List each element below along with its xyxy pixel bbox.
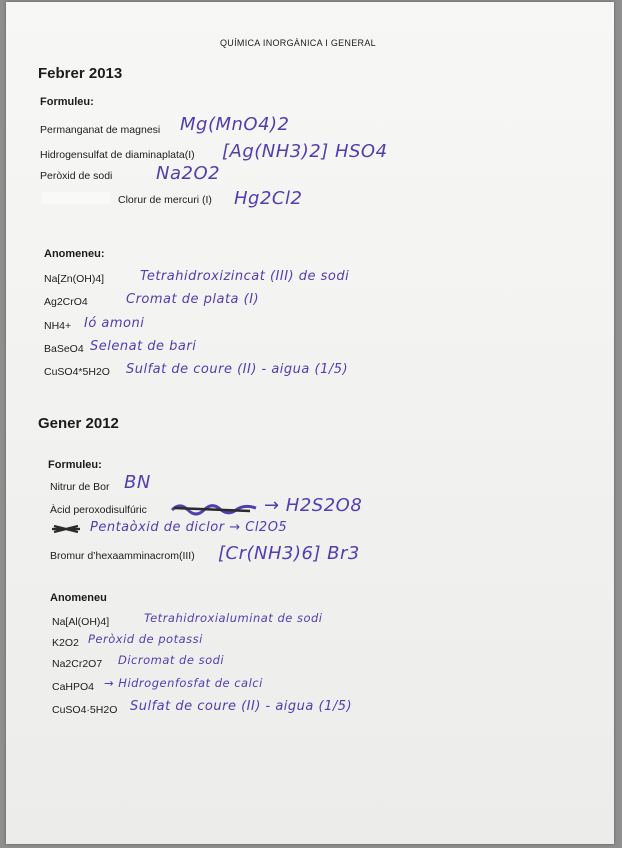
- formula-label: Peròxid de sodi: [40, 170, 113, 182]
- formuleu-heading-2: Formuleu:: [48, 459, 102, 471]
- formula-label: Àcid peroxodisulfúric: [50, 504, 147, 516]
- handwritten-answer: Sulfat de coure (II) - aigua (1/5): [130, 699, 353, 714]
- handwritten-answer: → Hidrogenfosfat de calci: [104, 676, 263, 690]
- handwritten-answer: Cromat de plata (I): [126, 292, 260, 307]
- handwritten-answer: Pentaòxid de diclor → Cl2O5: [90, 520, 288, 535]
- compound-label: CuSO4*5H2O: [44, 366, 110, 378]
- handwritten-answer: → H2S2O8: [264, 495, 363, 516]
- compound-label: Na2Cr2O7: [52, 658, 103, 670]
- compound-label: K2O2: [52, 637, 79, 649]
- handwritten-answer: Selenat de bari: [90, 339, 197, 354]
- handwritten-answer: Peròxid de potassi: [88, 632, 203, 646]
- crossed-out-scribble: [170, 500, 260, 516]
- handwritten-answer: BN: [124, 472, 151, 493]
- formula-label: Clorur de mercuri (I): [118, 194, 212, 206]
- handwritten-answer: Na2O2: [156, 163, 221, 184]
- handwritten-answer: Ió amoni: [84, 316, 145, 331]
- handwritten-answer: Tetrahidroxizincat (III) de sodi: [140, 269, 350, 284]
- handwritten-answer: Tetrahidroxialuminat de sodi: [144, 611, 323, 625]
- compound-label: BaSeO4: [44, 343, 84, 355]
- document-page: [6, 2, 614, 844]
- redacted-area: [42, 192, 110, 204]
- anomeneu-heading-1: Anomeneu:: [44, 248, 105, 260]
- compound-label: Ag2CrO4: [44, 296, 88, 308]
- compound-label: CuSO4·5H2O: [52, 704, 118, 716]
- formula-label: Permanganat de magnesi: [40, 124, 161, 136]
- section-title-febrer-2013: Febrer 2013: [38, 65, 123, 82]
- crossed-out-scribble: [50, 522, 84, 536]
- formula-label: Hidrogensulfat de diaminaplata(I): [40, 149, 195, 161]
- compound-label: NH4+: [44, 320, 72, 332]
- handwritten-answer: [Cr(NH3)6] Br3: [218, 543, 360, 564]
- compound-label: CaHPO4: [52, 681, 95, 693]
- formula-label: Nitrur de Bor: [50, 481, 110, 493]
- handwritten-answer: [Ag(NH3)2] HSO4: [222, 141, 388, 162]
- compound-label: Na[Zn(OH)4]: [44, 273, 105, 285]
- handwritten-answer: Hg2Cl2: [234, 188, 303, 209]
- document-header: QUÍMICA INORGÀNICA I GENERAL: [220, 38, 376, 48]
- compound-label: Na[Al(OH)4]: [52, 616, 110, 628]
- handwritten-answer: Dicromat de sodi: [118, 653, 225, 667]
- anomeneu-heading-2: Anomeneu: [50, 592, 107, 604]
- section-title-gener-2012: Gener 2012: [38, 415, 119, 432]
- handwritten-answer: Sulfat de coure (II) - aigua (1/5): [126, 362, 349, 377]
- handwritten-answer: Mg(MnO4)2: [180, 114, 290, 135]
- formuleu-heading-1: Formuleu:: [40, 96, 94, 108]
- formula-label: Bromur d’hexaamminacrom(III): [50, 550, 195, 562]
